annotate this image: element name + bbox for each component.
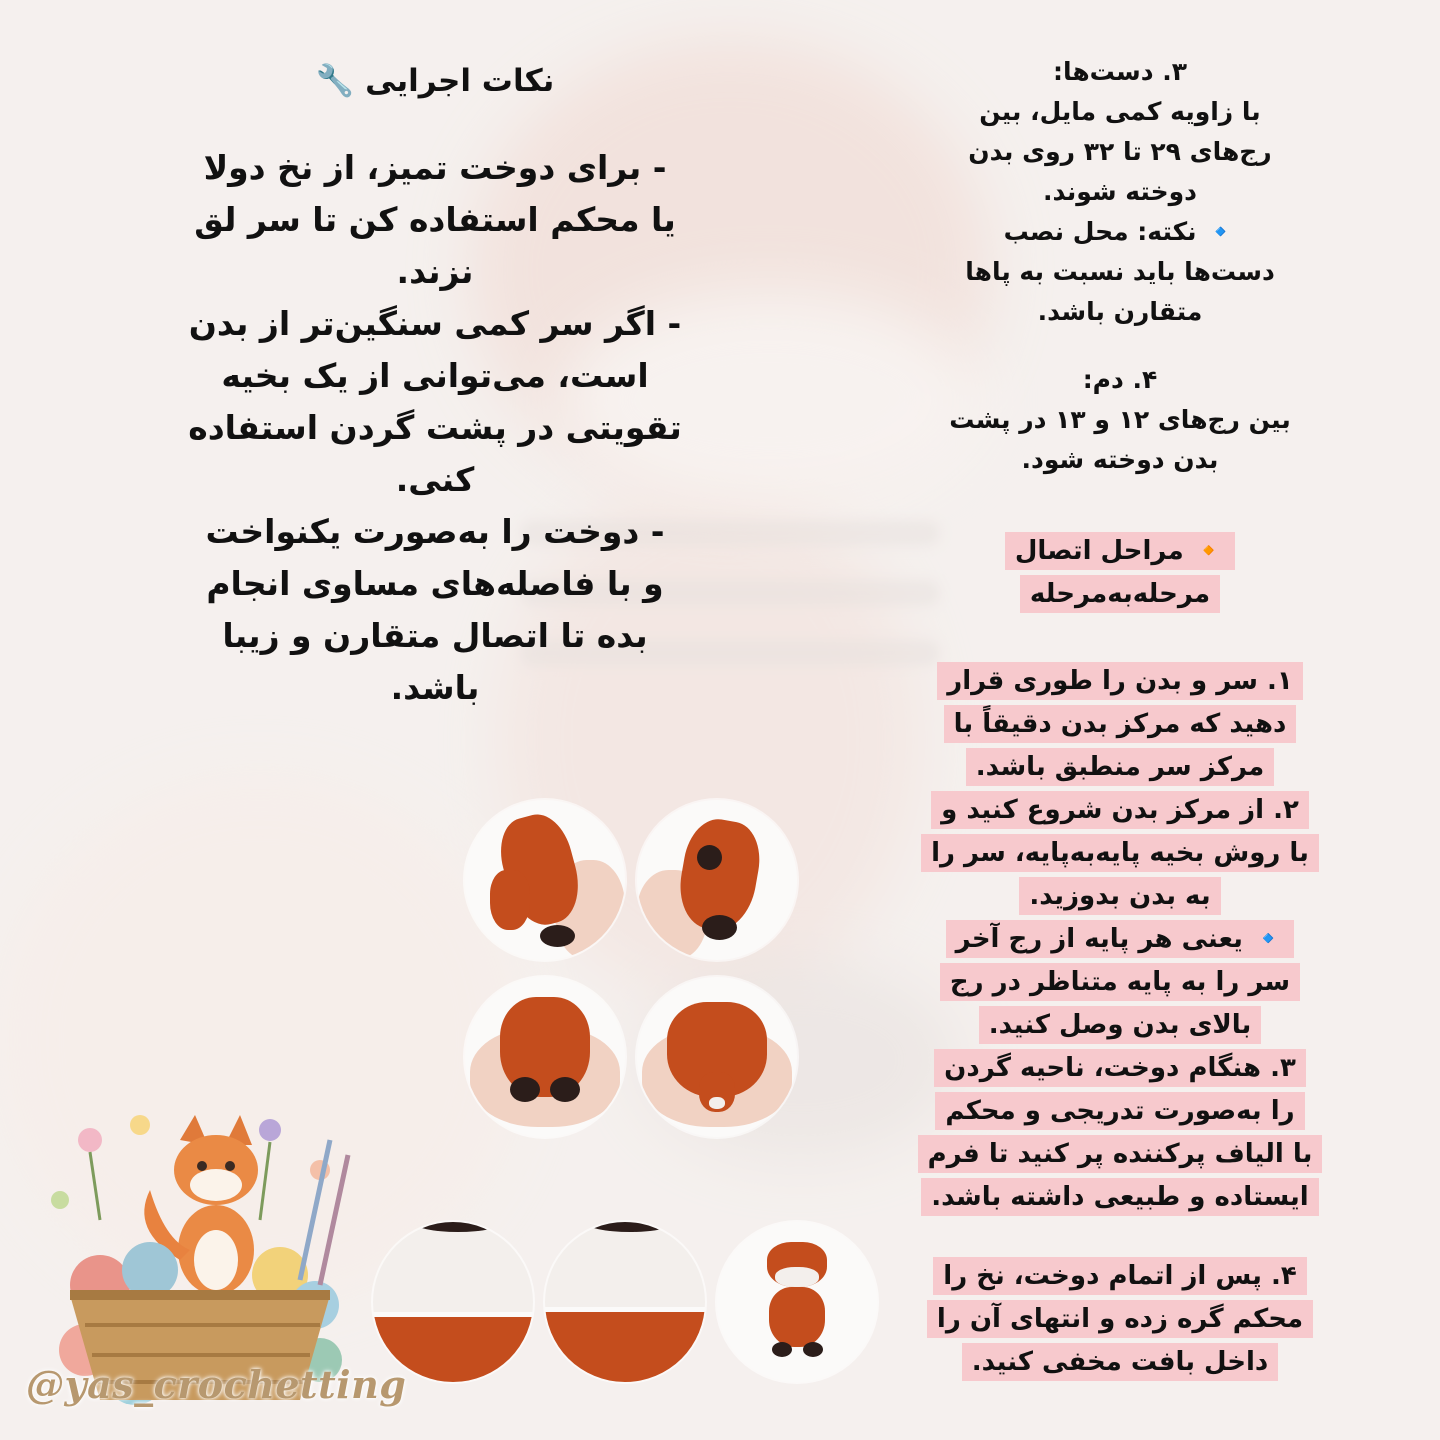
paw-shape — [550, 1077, 580, 1102]
paw-shape — [697, 845, 722, 870]
instagram-handle: @yas_crochetting — [26, 1362, 407, 1407]
tips-title — [180, 58, 690, 104]
wrench-icon: 🔧 — [315, 63, 355, 99]
stages-heading: 🔸 مراحل اتصال مرحله‌به‌مرحله — [1005, 532, 1235, 613]
fox-muzzle-shape — [775, 1267, 819, 1287]
photo-assembly-4 — [637, 977, 797, 1137]
photo-neck-2 — [545, 1222, 705, 1382]
body-shape — [545, 1312, 705, 1382]
fox-shape — [490, 870, 530, 930]
stages-heading-wrap — [910, 530, 1330, 616]
tail-tip-shape — [709, 1097, 725, 1109]
photo-neck-1 — [373, 1222, 533, 1382]
muzzle-shape — [545, 1222, 705, 1307]
arms-instructions: ۳. دست‌ها: با زاویه کمی مایل، بین رج‌های ۲۹ تا ۳۲ روی بدن دوخته شوند. 🔹 نکته: محل نصب دست‌ها باید نسبت به پاها متقارن باشد. — [965, 57, 1275, 326]
photo-assembly-3 — [465, 977, 625, 1137]
step-4: ۴. پس از اتمام دوخت، نخ را محکم گره زده و انتهای آن را داخل بافت مخفی کنید. — [927, 1257, 1313, 1381]
tips-title-text: نکات اجرایی — [365, 63, 555, 99]
paw-shape — [540, 925, 575, 947]
muzzle-shape — [373, 1222, 533, 1312]
steps-wrap — [910, 660, 1330, 1219]
right-column — [910, 52, 1330, 1384]
paw-shape — [772, 1342, 792, 1357]
paw-shape — [803, 1342, 823, 1357]
tips-body: - برای دوخت تمیز، از نخ دولا یا محکم استفاده کن تا سر لق نزند. - اگر سر کمی سنگین‌تر از بدن است، می‌توانی از یک بخیه تقویتی در پشت گردن استفاده کنی. - دوخت را به‌صورت یکنواخت و با فاصله‌های مساوی انجام بده تا اتصال متقارن و زیبا باشد. — [188, 148, 682, 707]
paw-shape — [510, 1077, 540, 1102]
photo-finished-fox — [717, 1222, 877, 1382]
tail-instructions: ۴. دم: بین رج‌های ۱۲ و ۱۳ در پشت بدن دوخته شود. — [949, 365, 1291, 474]
paw-shape — [702, 915, 737, 940]
steps-list: ۱. سر و بدن را طوری قرار دهید که مرکز بدن دقیقاً با مرکز سر منطبق باشد. ۲. از مرکز بدن شروع کنید و با روش بخیه پایه‌به‌پایه، سر را به بدن بدوزید. 🔹 یعنی هر پایه از رج آخر سر را به پایه متناظر در رج بالای بدن وصل کنید. ۳. هنگام دوخت، ناحیه گردن را به‌صورت تدریجی و محکم با الیاف پرکننده پر کنید تا فرم ایستاده و طبیعی داشته باشد. — [918, 662, 1323, 1216]
step4-wrap — [910, 1255, 1330, 1384]
tips-column — [180, 58, 690, 714]
photo-assembly-1 — [465, 800, 625, 960]
photo-assembly-2 — [637, 800, 797, 960]
fox-body-shape — [769, 1287, 825, 1347]
